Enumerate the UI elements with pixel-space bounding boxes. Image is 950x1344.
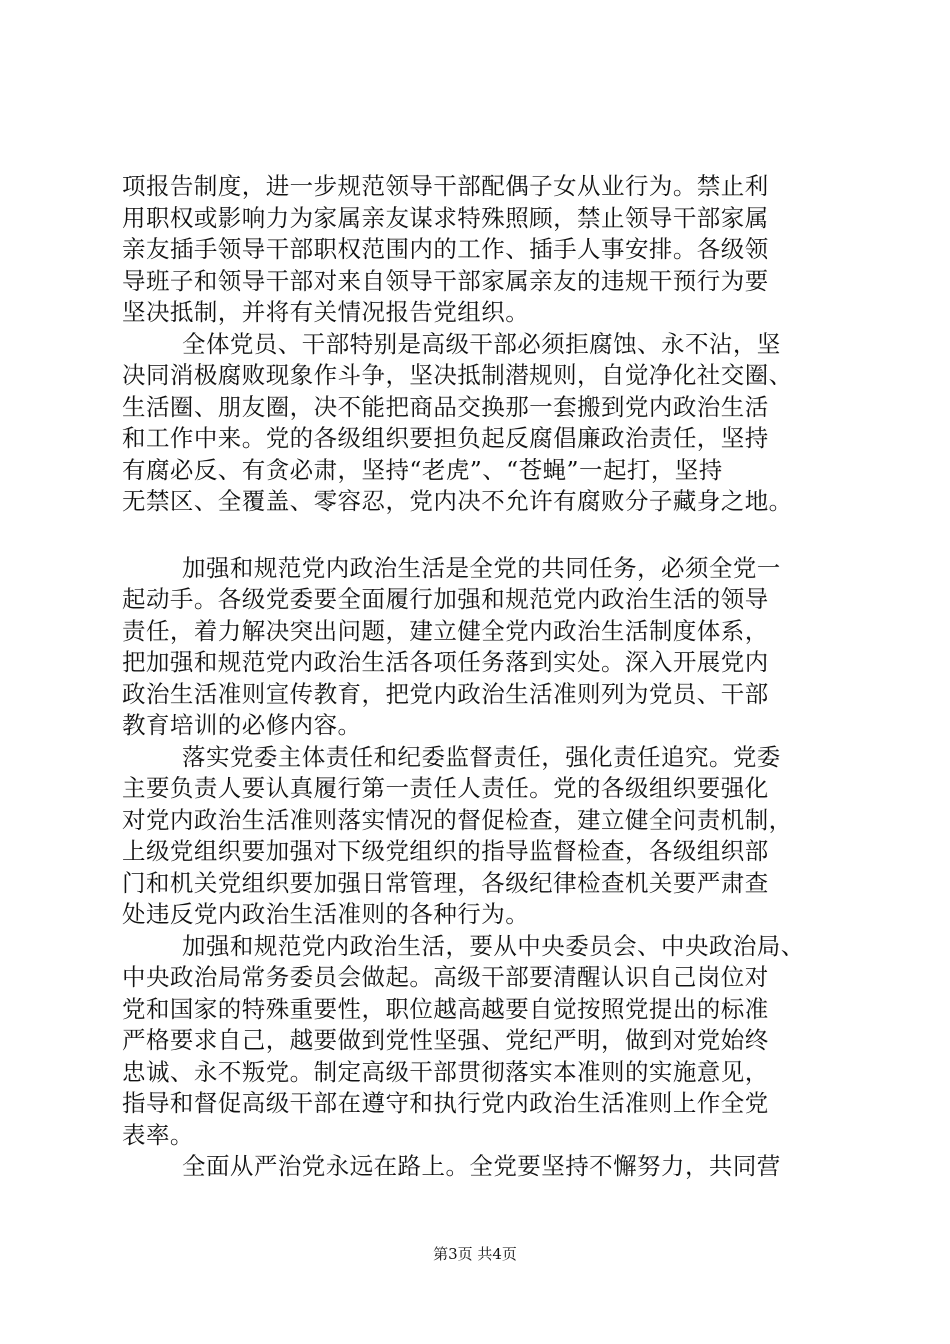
text-line: 导班子和领导干部对来自领导干部家属亲友的违规干预行为要	[122, 266, 769, 295]
text-line: 起动手。各级党委要全面履行加强和规范党内政治生活的领导	[122, 585, 769, 613]
text-line: 教育培训的必修内容。	[122, 711, 362, 739]
text-line: 无禁区、全覆盖、零容忍，党内决不允许有腐败分子藏身之地。	[122, 487, 793, 515]
text-line: 落实党委主体责任和纪委监督责任，强化责任追究。党委	[182, 742, 781, 771]
text-line: 上级党组织要加强对下级党组织的指导监督检查，各级组织部	[122, 837, 769, 865]
text-line: 项报告制度，进一步规范领导干部配偶子女从业行为。禁止利	[122, 172, 769, 200]
text-line: 门和机关党组织要加强日常管理，各级纪律检查机关要严肃查	[122, 868, 769, 897]
text-line: 全体党员、干部特别是高级干部必须拒腐蚀、永不沾，坚	[182, 329, 781, 358]
text-line: 政治生活准则宣传教育，把党内政治生活准则列为党员、干部	[122, 679, 769, 708]
paragraph	[122, 329, 842, 518]
text-line: 严格要求自己，越要做到党性坚强、党纪严明，做到对党始终	[122, 1026, 769, 1054]
text-line: 生活圈、朋友圈，决不能把商品交换那一套搬到党内政治生活	[122, 392, 769, 421]
page-footer: 第3页 共4页	[433, 1245, 517, 1263]
text-line: 表率。	[122, 1120, 194, 1149]
text-line: 责任，着力解决突出问题，建立健全党内政治生活制度体系，	[122, 616, 769, 645]
text-line: 亲友插手领导干部职权范围内的工作、插手人事安排。各级领	[122, 235, 769, 263]
text-line: 决同消极腐败现象作斗争，坚决抵制潜规则，自觉净化社交圈、	[122, 361, 793, 389]
text-line: 和工作中来。党的各级组织要担负起反腐倡廉政治责任，坚持	[122, 424, 769, 452]
text-line: 把加强和规范党内政治生活各项任务落到实处。深入开展党内	[122, 648, 769, 676]
paragraph	[122, 171, 842, 329]
text-line: 全面从严治党永远在路上。全党要坚持不懈努力，共同营	[182, 1152, 781, 1180]
text-line: 有腐必反、有贪必肃，坚持“老虎”、“苍蝇”一起打，坚持	[122, 455, 723, 484]
text-line: 对党内政治生活准则落实情况的督促检查，建立健全问责机制，	[122, 805, 793, 834]
text-line: 加强和规范党内政治生活，要从中央委员会、中央政治局、	[182, 931, 805, 960]
paragraph	[122, 742, 842, 931]
text-line: 指导和督促高级干部在遵守和执行党内政治生活准则上作全党	[122, 1089, 769, 1117]
text-line: 主要负责人要认真履行第一责任人责任。党的各级组织要强化	[122, 774, 769, 802]
paragraph	[122, 931, 842, 1152]
text-line: 坚决抵制，并将有关情况报告党组织。	[122, 298, 530, 326]
text-line: 处违反党内政治生活准则的各种行为。	[122, 900, 530, 928]
paragraph-spacer	[122, 518, 842, 553]
paragraph	[122, 553, 842, 742]
text-line: 党和国家的特殊重要性，职位越高越要自觉按照党提出的标准	[122, 994, 769, 1023]
text-line: 用职权或影响力为家属亲友谋求特殊照顾，禁止领导干部家属	[122, 203, 769, 232]
text-line: 加强和规范党内政治生活是全党的共同任务，必须全党一	[182, 553, 781, 582]
document-body	[122, 171, 842, 1183]
text-line: 中央政治局常务委员会做起。高级干部要清醒认识自己岗位对	[122, 963, 769, 991]
paragraph	[122, 1151, 842, 1183]
text-line: 忠诚、永不叛党。制定高级干部贯彻落实本准则的实施意见，	[122, 1057, 769, 1086]
